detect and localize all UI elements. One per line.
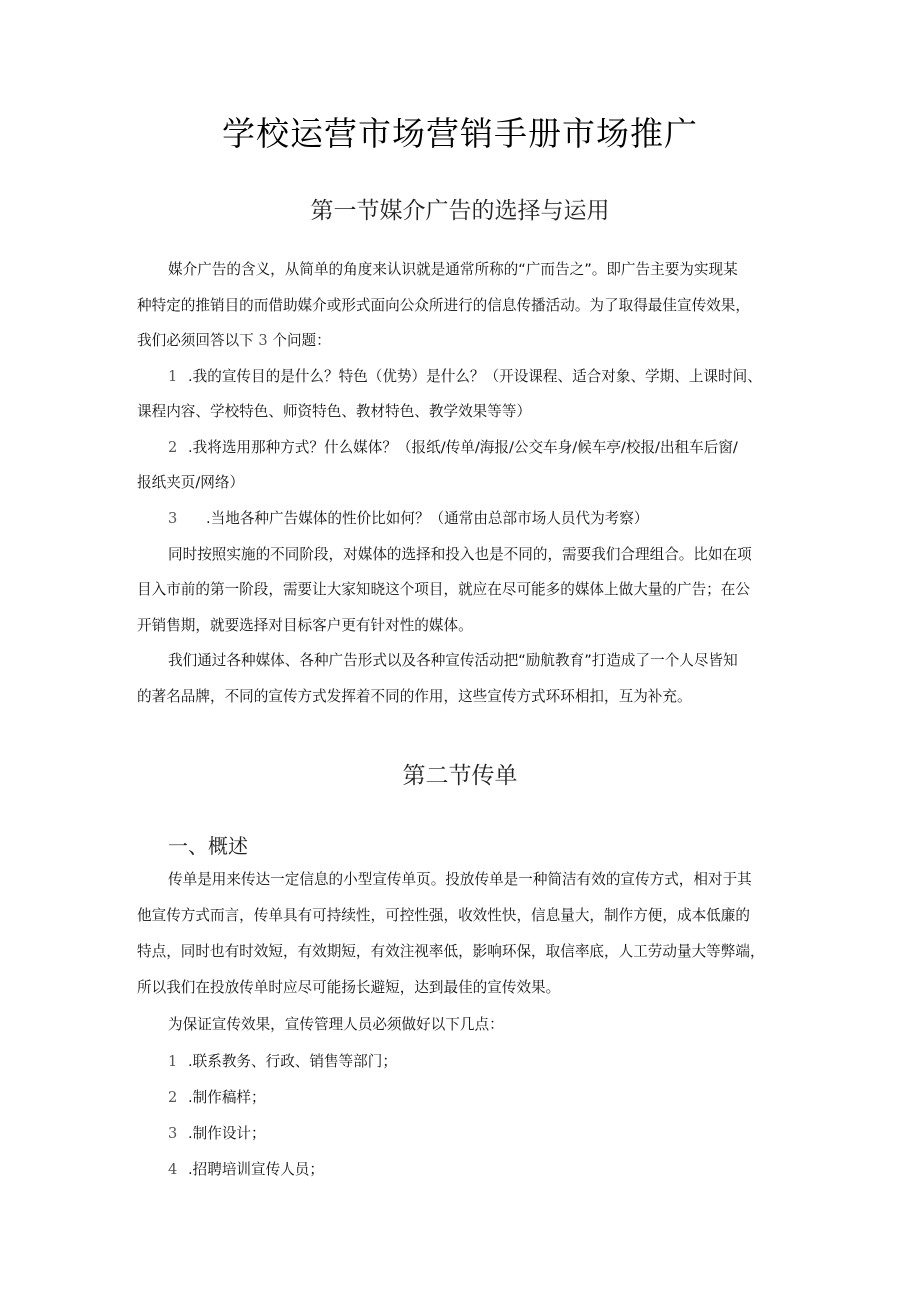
step-4-text: .招聘培训宣传人员； [188, 1161, 324, 1178]
s1-para1-line3 [137, 331, 797, 351]
s2-para1-line3: 特点，同时也有时效短，有效期短，有效注视率低，影响环保，取信率底，人工劳动量大等弊端， [137, 943, 765, 960]
question-3-line1 [168, 509, 828, 529]
question-3-text: .当地各种广告媒体的性价比如何？（通常由总部市场人员代为考察） [206, 510, 649, 527]
step-3-number: 3 [168, 1125, 178, 1142]
s1-para1-line2: 种特定的推销目的而借助媒介或形式面向公众所进行的信息传播活动。为了取得最佳宣传效果， [137, 297, 750, 314]
step-4 [168, 1160, 828, 1180]
question-2-line2: 报纸夹页/网络） [137, 474, 245, 491]
step-1-number: 1 [168, 1053, 178, 1070]
question-2-line1 [168, 438, 828, 458]
step-1-text: .联系教务、行政、销售等部门； [188, 1053, 397, 1070]
question-1-line2: 课程内容、学校特色、师资特色、教材特色、教学效果等等） [137, 403, 532, 420]
document-title: 学校运营市场营销手册市场推广 [222, 114, 698, 153]
step-3 [168, 1124, 828, 1144]
s2-para1-line1: 传单是用来传达一定信息的小型宣传单页。投放传单是一种简洁有效的宣传方式，相对于其 [168, 871, 752, 888]
s1-para1-line1: 媒介广告的含义，从简单的角度来认识就是通常所称的“广而告之”。即广告主要为实现某 [168, 261, 738, 278]
step-4-number: 4 [168, 1161, 178, 1178]
step-3-text: .制作设计； [188, 1125, 266, 1142]
question-1-text: .我的宣传目的是什么？特色（优势）是什么？（开设课程、适合对象、学期、上课时间、 [188, 368, 762, 385]
s1-para1-line3-text: 我们必须回答以下 [137, 332, 254, 349]
question-2-text: .我将选用那种方式？什么媒体？（报纸/传单/海报/公交车身/候车亭/校报/出租车后窗/ [188, 439, 738, 456]
s1-para1-number: 3 [258, 332, 268, 349]
step-2 [168, 1088, 828, 1108]
s2-para2: 为保证宣传效果，宣传管理人员必须做好以下几点： [168, 1016, 504, 1033]
s1-para2-line1: 同时按照实施的不同阶段，对媒体的选择和投入也是不同的，需要我们合理组合。比如在项 [168, 546, 752, 563]
s2-para1-line4: 所以我们在投放传单时应尽可能扬长避短，达到最佳的宣传效果。 [137, 979, 561, 996]
question-1-number: 1 [168, 368, 178, 385]
section2-heading: 第二节传单 [402, 763, 518, 789]
step-2-number: 2 [168, 1089, 178, 1106]
s2-para1-line2: 他宣传方式而言，传单具有可持续性，可控性强，收效性快，信息量大，制作方便，成本低廉的 [137, 907, 750, 924]
s1-para1-line3-end: 个问题： [272, 332, 331, 349]
step-1 [168, 1052, 828, 1072]
s1-para2-line2: 目入市前的第一阶段，需要让大家知晓这个项目，就应在尽可能多的媒体上做大量的广告；在公 [137, 581, 750, 598]
section2-subheading: 一、概述 [168, 834, 248, 858]
question-3-number: 3 [168, 510, 178, 527]
step-2-text: .制作稿样； [188, 1089, 266, 1106]
section1-heading: 第一节媒介广告的选择与运用 [310, 198, 610, 224]
question-2-number: 2 [168, 439, 178, 456]
question-1-line1 [168, 367, 828, 387]
s1-para2-line3: 开销售期，就要选择对目标客户更有针对性的媒体。 [137, 617, 473, 634]
s1-para3-line2: 的著名品牌，不同的宣传方式发挥着不同的作用，这些宣传方式环环相扣，互为补充。 [137, 688, 692, 705]
s1-para3-line1: 我们通过各种媒体、各种广告形式以及各种宣传活动把“励航教育”打造成了一个人尽皆知 [168, 652, 738, 669]
